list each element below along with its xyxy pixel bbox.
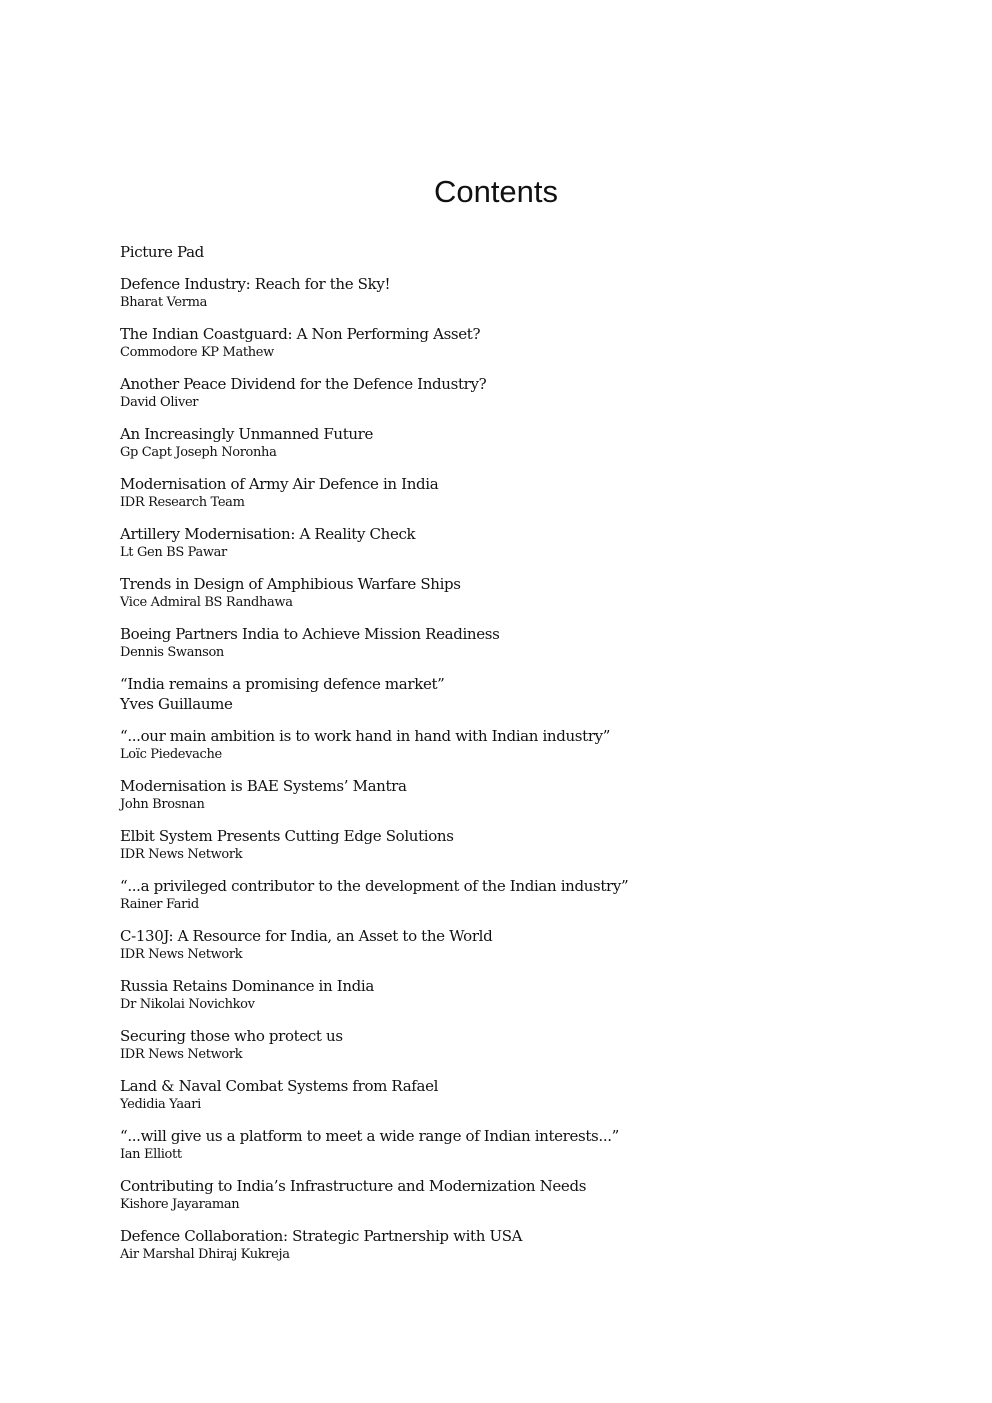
entry-author: IDR Research Team bbox=[120, 495, 245, 510]
entry-title[interactable]: “...our main ambition is to work hand in hand with Indian industry” bbox=[120, 727, 611, 745]
toc-entry[interactable] bbox=[120, 375, 486, 411]
entry-author: Lt Gen BS Pawar bbox=[120, 545, 227, 560]
toc-entry[interactable] bbox=[120, 625, 499, 661]
entry-author: Dennis Swanson bbox=[120, 645, 224, 660]
toc-entry[interactable] bbox=[120, 525, 415, 561]
entry-author: Air Marshal Dhiraj Kukreja bbox=[120, 1247, 290, 1262]
entry-title[interactable]: The Indian Coastguard: A Non Performing Asset? bbox=[120, 325, 481, 343]
entry-title[interactable]: C-130J: A Resource for India, an Asset to the World bbox=[120, 927, 493, 945]
entry-author: Yedidia Yaari bbox=[120, 1097, 201, 1112]
entry-title[interactable]: Boeing Partners India to Achieve Mission Readiness bbox=[120, 625, 500, 643]
entry-title[interactable]: Another Peace Dividend for the Defence Industry? bbox=[120, 375, 487, 393]
entry-title[interactable]: Artillery Modernisation: A Reality Check bbox=[120, 525, 416, 543]
entry-title[interactable]: Modernisation of Army Air Defence in India bbox=[120, 475, 439, 493]
entry-title[interactable]: Defence Collaboration: Strategic Partnership with USA bbox=[120, 1227, 523, 1245]
entry-author: John Brosnan bbox=[120, 797, 205, 812]
entry-author: IDR News Network bbox=[120, 847, 243, 862]
entry-title[interactable]: Land & Naval Combat Systems from Rafael bbox=[120, 1077, 439, 1095]
entry-title[interactable]: “India remains a promising defence market” bbox=[120, 675, 445, 693]
entry-title[interactable]: “...a privileged contributor to the development of the Indian industry” bbox=[120, 877, 629, 895]
toc-entry[interactable] bbox=[120, 827, 454, 863]
entry-author: Dr Nikolai Novichkov bbox=[120, 997, 255, 1012]
toc-entry[interactable] bbox=[120, 1077, 438, 1113]
entry-title[interactable]: Trends in Design of Amphibious Warfare Ships bbox=[120, 575, 461, 593]
page-title: Contents bbox=[433, 174, 559, 209]
toc-entry[interactable] bbox=[120, 675, 444, 714]
toc-entry[interactable] bbox=[120, 1027, 343, 1063]
toc-entry[interactable] bbox=[120, 475, 438, 511]
entry-author: Gp Capt Joseph Noronha bbox=[120, 445, 277, 460]
toc-entry[interactable] bbox=[120, 977, 374, 1013]
toc-entry[interactable] bbox=[120, 425, 373, 461]
entry-author: Yves Guillaume bbox=[120, 695, 233, 713]
entry-author: David Oliver bbox=[120, 395, 199, 410]
entry-title[interactable]: Securing those who protect us bbox=[120, 1027, 343, 1045]
entry-title[interactable]: Elbit System Presents Cutting Edge Solutions bbox=[120, 827, 454, 845]
toc-entry[interactable] bbox=[120, 1127, 619, 1163]
toc-entry[interactable] bbox=[120, 1227, 522, 1263]
toc-entry[interactable] bbox=[120, 877, 628, 913]
toc-entry[interactable] bbox=[120, 275, 390, 311]
toc-entry[interactable] bbox=[120, 243, 204, 262]
toc-entry[interactable] bbox=[120, 325, 480, 361]
entry-author: Loïc Piedevache bbox=[120, 747, 222, 762]
entry-title[interactable]: Picture Pad bbox=[120, 243, 204, 261]
entry-author: Commodore KP Mathew bbox=[120, 345, 274, 360]
entry-title[interactable]: Modernisation is BAE Systems’ Mantra bbox=[120, 777, 407, 795]
toc-entry[interactable] bbox=[120, 927, 492, 963]
entry-title[interactable]: Russia Retains Dominance in India bbox=[120, 977, 374, 995]
entry-author: Rainer Farid bbox=[120, 897, 199, 912]
entry-title[interactable]: “...will give us a platform to meet a wide range of Indian interests...” bbox=[120, 1127, 619, 1145]
entry-title[interactable]: An Increasingly Unmanned Future bbox=[120, 425, 374, 443]
entry-author: Vice Admiral BS Randhawa bbox=[120, 595, 293, 610]
entry-author: Bharat Verma bbox=[120, 295, 207, 310]
toc-entry[interactable] bbox=[120, 727, 610, 763]
entry-author: IDR News Network bbox=[120, 1047, 243, 1062]
toc-entry[interactable] bbox=[120, 1177, 586, 1213]
entry-author: Ian Elliott bbox=[120, 1147, 182, 1162]
entry-title[interactable]: Contributing to India’s Infrastructure and Modernization Needs bbox=[120, 1177, 587, 1195]
toc-entry[interactable] bbox=[120, 777, 407, 813]
entry-title[interactable]: Defence Industry: Reach for the Sky! bbox=[120, 275, 391, 293]
toc-entry[interactable] bbox=[120, 575, 461, 611]
entry-author: IDR News Network bbox=[120, 947, 243, 962]
entry-author: Kishore Jayaraman bbox=[120, 1197, 240, 1212]
